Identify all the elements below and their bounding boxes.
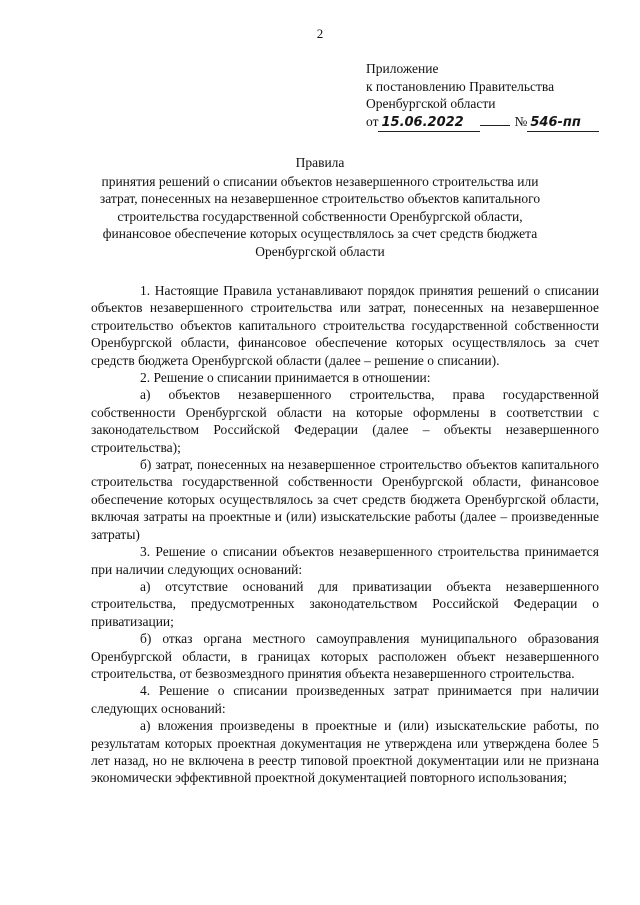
date-underline (480, 125, 510, 126)
handwritten-number: 546-пп (527, 114, 599, 133)
paragraph-3b: б) отказ органа местного самоуправления муниципального образования Оренбургской области, в границах которых расположен объект незавершенного строительства, от безвозмездного принятия объекта незавершенного строительства. (91, 631, 599, 681)
paragraph-3a: а) отсутствие оснований для приватизации объекта незавершенного строительства, предусмотренных законодательством Российской Федерации о приватизации; (91, 578, 599, 629)
rules-title-block (92, 154, 548, 260)
rules-subtitle: принятия решений о списании объектов незавершенного строительства или затрат, понесенных на незавершенное строительство объектов капитального строительства государственной собственности Оренбургской области, финансовое обеспечение которых осуществлялось за счет средств бюджета Оренбургской области (99, 173, 541, 259)
appendix-date-number-row (366, 113, 599, 133)
paragraph-4: 4. Решение о списании произведенных затрат принимается при наличии следующих оснований: (91, 683, 599, 716)
paragraph-1: 1. Настоящие Правила устанавливают порядок принятия решений о списании объектов незавершенного строительства или затрат, понесенных на незавершенное строительство объектов капитального строительства государственной собственности Оренбургской области, финансовое обеспечение которых осуществлялось за счет средств бюджета Оренбургской области (далее – решение о списании). (91, 283, 599, 368)
appendix-title: Приложение (366, 61, 439, 76)
paragraph-2a: а) объектов незавершенного строительства, права государственной собственности Оренбургской области на которые оформлены в соответствии с законодательством Российской Федерации (далее – объекты незавершенного строительства); (91, 387, 599, 455)
appendix-resolution-ref: к постановлению Правительства (366, 78, 555, 94)
rules-heading: Правила (295, 155, 345, 170)
appendix-block (366, 60, 599, 132)
handwritten-date: 15.06.2022 (378, 114, 480, 133)
paragraph-2b: б) затрат, понесенных на незавершенное строительство объектов капитального строительства государственной собственности Оренбургской области, финансовое обеспечение которых осуществлялось за счет средств бюджета Оренбургской области, включая затраты на проектные и (или) изыскательские работы (далее – произведенные затраты) (91, 457, 599, 542)
date-prefix: от (366, 113, 379, 129)
paragraph-4a: а) вложения произведены в проектные и (или) изыскательские работы, по результатам которых проектная документация не утверждена или утверждена более 5 лет назад, но не включена в реестр типовой проектной документации или не признана экономически эффективной проектной документацией повторного использования; (91, 718, 599, 786)
paragraph-2: 2. Решение о списании принимается в отношении: (140, 370, 431, 386)
document-body (91, 282, 599, 787)
page-number: 2 (316, 26, 324, 41)
appendix-region: Оренбургской области (366, 96, 496, 111)
paragraph-3: 3. Решение о списании объектов незавершенного строительства принимается при наличии следующих оснований: (91, 544, 599, 577)
number-prefix: № (514, 113, 528, 129)
